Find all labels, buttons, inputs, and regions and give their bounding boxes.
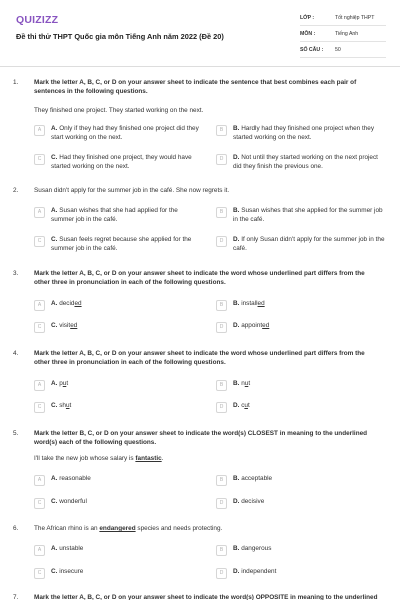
option-marker[interactable]: A: [34, 475, 45, 486]
option-d[interactable]: [216, 402, 386, 413]
option-d[interactable]: [216, 322, 386, 333]
option-text: D. decisive: [233, 498, 265, 505]
meta-row-class: [300, 13, 386, 26]
option-marker[interactable]: B: [216, 475, 227, 486]
question-number: 5.: [13, 430, 19, 437]
option-marker[interactable]: A: [34, 300, 45, 311]
option-text: D. cut: [233, 402, 250, 409]
option-marker[interactable]: D: [216, 402, 227, 413]
meta-value: 50: [335, 47, 341, 54]
option-text: A. Only if they had they finished one project did they start working on the next.: [51, 125, 199, 141]
worksheet-header: [0, 0, 400, 62]
question-prompt: They finished one project. They started working on the next.: [34, 107, 204, 114]
option-marker[interactable]: A: [34, 125, 45, 136]
option-text: A. unstable: [51, 545, 84, 552]
option-text: C. insecure: [51, 568, 84, 575]
option-text: D. If only Susan didn't apply for the summer job in the café.: [233, 236, 385, 252]
option-text: D. independent: [233, 568, 277, 575]
option-b[interactable]: [216, 207, 386, 225]
option-b[interactable]: [216, 300, 386, 311]
worksheet-meta: [300, 13, 386, 61]
question-prompt: The African rhino is an endangered species and needs protecting.: [34, 525, 223, 532]
option-marker[interactable]: B: [216, 300, 227, 311]
option-c[interactable]: [34, 154, 202, 172]
option-text: A. reasonable: [51, 475, 91, 482]
option-marker[interactable]: A: [34, 380, 45, 391]
option-marker[interactable]: C: [34, 568, 45, 579]
option-marker[interactable]: D: [216, 498, 227, 509]
question-number: 4.: [13, 350, 19, 357]
question-instruction: Mark the letter A, B, C, or D on your answer sheet to indicate the word whose underlined part differs from the other three in pronunciation in each of the following questions.: [34, 350, 365, 366]
option-marker[interactable]: C: [34, 322, 45, 333]
question-prompt: I'll take the new job whose salary is fantastic.: [34, 455, 164, 462]
question-prompt: Susan didn't apply for the summer job in the café. She now regrets it.: [34, 187, 230, 194]
option-marker[interactable]: A: [34, 545, 45, 556]
option-text: B. nut: [233, 380, 251, 387]
option-text: C. Had they finished one project, they would have started working on the next.: [51, 154, 192, 170]
meta-row-subject: [300, 29, 386, 42]
option-text: D. Not until they started working on the next project did they finish the previous one.: [233, 154, 378, 170]
option-a[interactable]: [34, 125, 202, 143]
option-b[interactable]: [216, 125, 386, 143]
meta-value: Tốt nghiệp THPT: [335, 15, 375, 22]
option-c[interactable]: [34, 498, 202, 509]
option-d[interactable]: [216, 236, 386, 254]
option-a[interactable]: [34, 207, 202, 225]
question-instruction: Mark the letter B, C, or D on your answer sheet to indicate the word(s) CLOSEST in meaning to the underlined word(s) each of the following questions.: [34, 430, 368, 446]
option-d[interactable]: [216, 154, 386, 172]
option-a[interactable]: [34, 475, 202, 486]
meta-label: LỚP :: [300, 15, 315, 22]
option-text: C. wonderful: [51, 498, 87, 505]
question-instruction: Mark the letter A, B, C, or D on your answer sheet to indicate the word(s) OPPOSITE in meaning to the underlined: [34, 594, 378, 600]
option-a[interactable]: [34, 300, 202, 311]
option-marker[interactable]: B: [216, 380, 227, 391]
option-d[interactable]: [216, 568, 386, 579]
option-marker[interactable]: C: [34, 154, 45, 165]
option-c[interactable]: [34, 322, 202, 333]
option-text: D. appointed: [233, 322, 270, 329]
option-c[interactable]: [34, 236, 202, 254]
option-b[interactable]: [216, 545, 386, 556]
option-marker[interactable]: A: [34, 207, 45, 218]
option-text: B. Hardly had they finished one project when they started working on the next.: [233, 125, 375, 141]
option-text: A. decided: [51, 300, 82, 307]
question-number: 6.: [13, 525, 19, 532]
option-marker[interactable]: D: [216, 154, 227, 165]
question-instruction: Mark the letter A, B, C, or D on your answer sheet to indicate the sentence that best combines each pair of sentences in the following questions.: [34, 79, 357, 95]
option-b[interactable]: [216, 475, 386, 486]
option-a[interactable]: [34, 380, 202, 391]
option-text: A. Susan wishes that she had applied for the summer job in the café.: [51, 207, 178, 223]
option-text: A. put: [51, 380, 69, 387]
quizizz-logo[interactable]: QUIZIZZ: [16, 14, 59, 26]
worksheet-title: Đề thi thử THPT Quốc gia môn Tiếng Anh năm 2022 (Đề 20): [16, 32, 224, 41]
meta-row-question-count: [300, 45, 386, 58]
question-number: 2.: [13, 187, 19, 194]
meta-value: Tiếng Anh: [335, 31, 359, 38]
option-marker[interactable]: C: [34, 498, 45, 509]
option-marker[interactable]: D: [216, 568, 227, 579]
meta-label: SỐ CÂU :: [300, 47, 324, 54]
option-text: B. dangerous: [233, 545, 272, 552]
option-b[interactable]: [216, 380, 386, 391]
option-text: C. shut: [51, 402, 72, 409]
question-number: 3.: [13, 270, 19, 277]
header-divider: [0, 66, 400, 67]
option-marker[interactable]: B: [216, 207, 227, 218]
option-d[interactable]: [216, 498, 386, 509]
option-a[interactable]: [34, 545, 202, 556]
option-text: B. Susan wishes that she applied for the summer job in the café.: [233, 207, 383, 223]
option-text: C. Susan feels regret because she applied for the summer job in the café.: [51, 236, 192, 252]
meta-label: MÔN :: [300, 31, 316, 38]
question-number: 7.: [13, 594, 19, 600]
option-text: B. installed: [233, 300, 265, 307]
option-text: B. acceptable: [233, 475, 273, 482]
option-marker[interactable]: D: [216, 236, 227, 247]
option-marker[interactable]: C: [34, 236, 45, 247]
option-marker[interactable]: D: [216, 322, 227, 333]
option-marker[interactable]: B: [216, 125, 227, 136]
option-marker[interactable]: C: [34, 402, 45, 413]
question-instruction: Mark the letter A, B, C, or D on your answer sheet to indicate the word whose underlined part differs from the other three in pronunciation in each of the following questions.: [34, 270, 365, 286]
option-c[interactable]: [34, 568, 202, 579]
option-c[interactable]: [34, 402, 202, 413]
question-number: 1.: [13, 79, 19, 86]
option-marker[interactable]: B: [216, 545, 227, 556]
option-text: C. visited: [51, 322, 78, 329]
